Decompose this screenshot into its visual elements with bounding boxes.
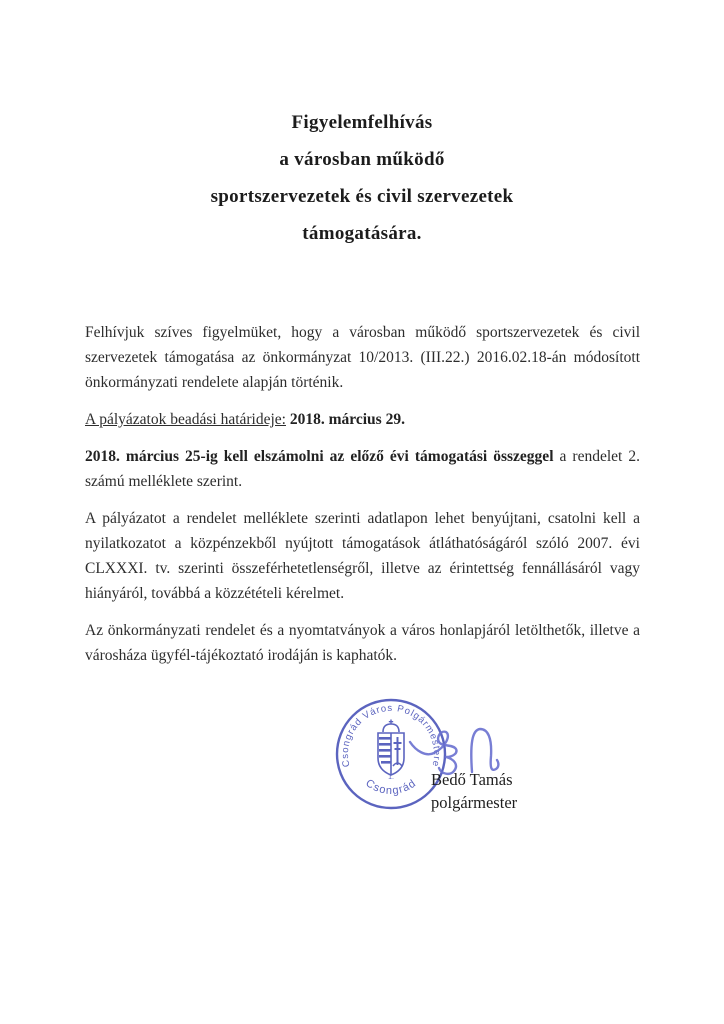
title-line-2: a városban működő	[279, 149, 445, 170]
title-line-4: támogatására.	[302, 223, 422, 244]
signer-role: polgármester	[431, 793, 518, 812]
stamp-number: 1.	[388, 774, 394, 781]
paragraph-intro: Felhívjuk szíves figyelmüket, hogy a városban működő sportszervezetek és civil szervezetek támogatása az önkormányzat 10/2013. (III.22.) 2016.02.18-án módosított önkormányzati rendelete alapján történik.	[85, 324, 640, 391]
signature-scribble	[408, 722, 512, 784]
paragraph-deadline	[85, 407, 640, 432]
deadline-label: A pályázatok beadási határideje:	[85, 411, 286, 428]
hungarian-coat-of-arms-icon	[378, 720, 404, 776]
stamp-bottom-text: Csongrád	[363, 777, 419, 798]
official-round-stamp	[333, 696, 449, 812]
paragraph-settlement	[85, 444, 640, 494]
paragraph-availability: Az önkormányzati rendelet és a nyomtatványok a város honlapjáról letölthetők, illetve a városháza ügyfél-tájékoztató irodáján is kaphatók.	[85, 622, 640, 664]
signer-name: Bedő Tamás	[431, 770, 513, 789]
stamp-ring	[337, 700, 445, 808]
settlement-bold-text: 2018. március 25-ig kell elszámolni az előző évi támogatási összeggel	[85, 448, 554, 465]
signer-block	[431, 768, 517, 814]
paragraph-application: A pályázatot a rendelet melléklete szerinti adatlapon lehet benyújtani, csatolni kell a nyilatkozatot a közpénzekből nyújtott támogatások átláthatóságáról szóló 2007. évi CLXXXI. tv. szerinti összeférhetetlenségről, illetve az érintettség fennállásáról vagy hiányáról, továbbá a közzétételi kérelmet.	[85, 510, 640, 602]
document-title	[0, 104, 724, 252]
document-body	[85, 320, 640, 668]
stamp-ring-text: Csongrád Város Polgármestere	[339, 702, 443, 769]
deadline-date: 2018. március 29.	[289, 411, 405, 428]
settlement-rest-text: a rendelet 2. számú melléklete szerint.	[85, 448, 641, 490]
title-line-3: sportszervezetek és civil szervezetek	[210, 186, 514, 207]
svg-text:Csongrád Város Polgármestere	[340, 703, 442, 768]
title-line-1: Figyelemfelhívás	[291, 112, 433, 133]
svg-text:Csongrád	[363, 777, 418, 797]
